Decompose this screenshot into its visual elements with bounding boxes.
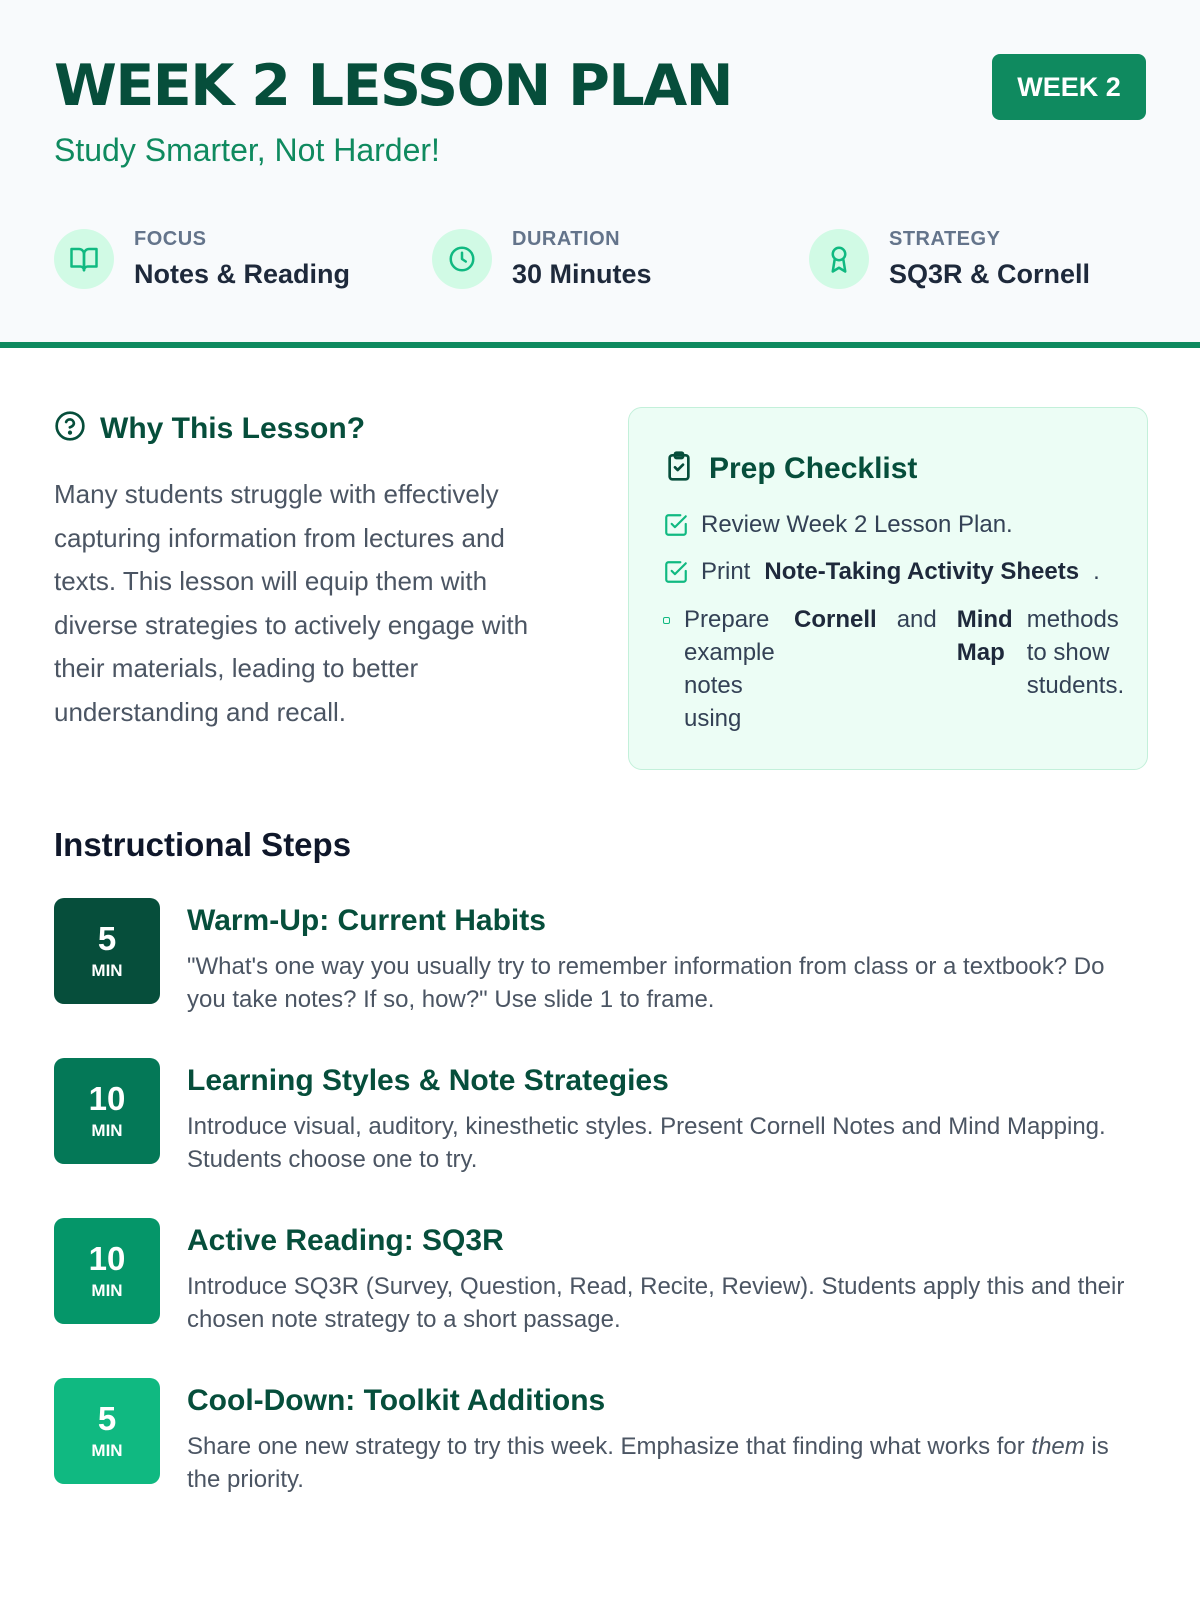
prep-heading: Prep Checklist	[709, 451, 918, 485]
step-duration-badge	[54, 898, 160, 1004]
step-desc-before: Share one new strategy to try this week. Emphasize that finding what works for	[187, 1433, 1032, 1460]
steps-title: Instructional Steps	[54, 826, 352, 863]
clock-icon	[432, 229, 492, 289]
meta-label: STRATEGY	[889, 228, 1001, 250]
award-icon	[809, 229, 869, 289]
step-title: Cool-Down: Toolkit Additions	[187, 1384, 606, 1417]
step-duration-badge	[54, 1378, 160, 1484]
step-description: Introduce SQ3R (Survey, Question, Read, Recite, Review). Students apply this and their chosen note strategy to a short passage.	[187, 1273, 1125, 1333]
meta-value: Notes & Reading	[134, 259, 351, 289]
step-desc-emphasis: them	[1031, 1433, 1085, 1460]
week-badge: WEEK 2	[992, 54, 1146, 120]
why-heading-row	[54, 410, 365, 447]
step-minutes: 10	[88, 1080, 126, 1117]
prep-heading-row	[663, 450, 917, 487]
step-minutes: 5	[97, 1400, 117, 1437]
pending-bold-2: Mind Map	[956, 606, 1013, 666]
page-title: WEEK 2 LESSON PLAN	[54, 53, 732, 119]
book-open-icon	[54, 229, 114, 289]
meta-duration	[432, 226, 652, 292]
meta-focus	[54, 226, 350, 292]
checklist-item-text: Review Week 2 Lesson Plan.	[701, 511, 1013, 538]
help-circle-icon	[54, 410, 86, 447]
step-duration-badge	[54, 1058, 160, 1164]
checkbox-checked-icon[interactable]	[663, 559, 689, 585]
step-min-label: MIN	[91, 1281, 123, 1300]
checkbox-empty-icon[interactable]	[663, 617, 670, 624]
step-description: Introduce visual, auditory, kinesthetic styles. Present Cornell Notes and Mind Mapping. Students choose one to try.	[187, 1113, 1106, 1173]
pending-text-1: Prepare example notes using	[684, 606, 775, 732]
step-min-label: MIN	[91, 1441, 123, 1460]
pending-and: and	[896, 606, 937, 633]
step-duration-badge	[54, 1218, 160, 1324]
checklist-item-suffix: .	[1093, 558, 1100, 585]
step-min-label: MIN	[91, 961, 123, 980]
step-minutes: 5	[97, 920, 117, 957]
meta-value: SQ3R & Cornell	[889, 259, 1091, 289]
meta-label: FOCUS	[134, 228, 207, 250]
checklist-item-prefix: Print	[701, 558, 751, 585]
clipboard-check-icon	[663, 450, 695, 487]
pending-text-3: methods to show students.	[1026, 606, 1125, 699]
step-description: "What's one way you usually try to remember information from class or a textbook? Do you take notes? If so, how?" Use slide 1 to frame.	[187, 953, 1105, 1013]
step-min-label: MIN	[91, 1121, 123, 1140]
prep-checklist-card	[628, 407, 1148, 770]
meta-strategy	[809, 226, 1090, 292]
step-title: Warm-Up: Current Habits	[187, 904, 546, 937]
why-text: Many students struggle with effectively capturing information from lectures and texts. This lesson will equip them with diverse strategies to actively engage with their materials, leading to better understanding and recall.	[54, 479, 529, 727]
pending-bold-1: Cornell	[794, 606, 877, 633]
checklist-item[interactable]	[663, 558, 1100, 586]
checklist-item[interactable]	[663, 511, 1013, 539]
step-description	[187, 1430, 1147, 1496]
meta-value: 30 Minutes	[512, 259, 652, 289]
pending-cornell	[794, 603, 877, 735]
step-title: Active Reading: SQ3R	[187, 1224, 504, 1257]
meta-label: DURATION	[512, 228, 621, 250]
checklist-item-pending[interactable]	[663, 603, 1127, 735]
page-subtitle: Study Smarter, Not Harder!	[54, 132, 440, 168]
header	[0, 0, 1200, 348]
step-minutes: 10	[88, 1240, 126, 1277]
checklist-item-bold: Note-Taking Activity Sheets	[764, 558, 1080, 585]
checkbox-checked-icon[interactable]	[663, 512, 689, 538]
step-title: Learning Styles & Note Strategies	[187, 1064, 669, 1097]
pending-mindmap	[956, 603, 1013, 735]
why-heading: Why This Lesson?	[100, 411, 366, 445]
step-desc-after: is the priority.	[187, 1433, 1109, 1493]
